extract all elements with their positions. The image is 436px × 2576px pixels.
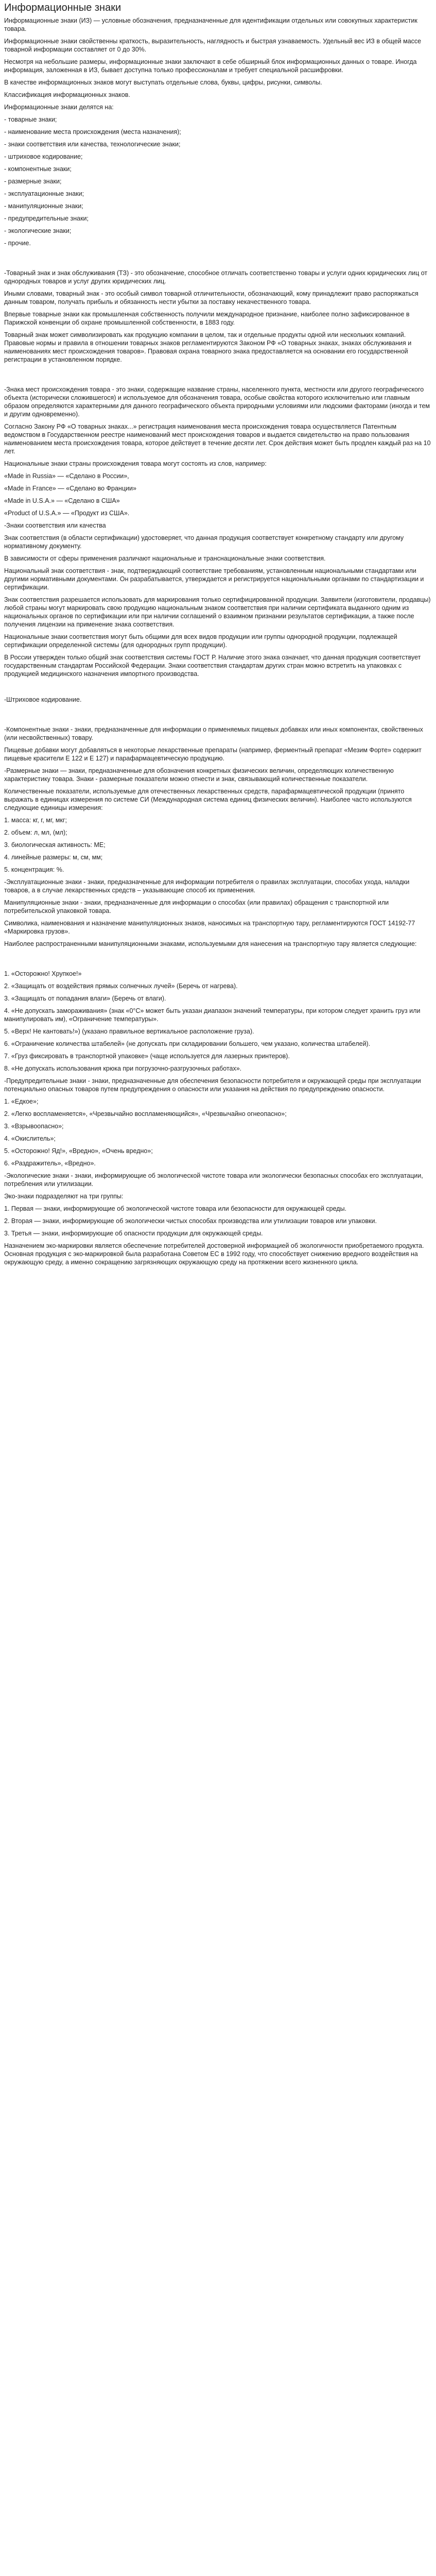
list-item: 4. линейные размеры: м, см, мм; (4, 854, 103, 861)
paragraph: -Экологические знаки - знаки, информирующие об экологической чистоте товара или экологически безопасных способах его эксплуатации, потребления или утилизации. (4, 1172, 423, 1188)
list-item: «Made in Russia» — «Сделано в России», (4, 472, 129, 480)
paragraph: Знак соответствия разрешается использовать для маркирования только сертифицированной продукции. Заявители (изготовители, продавцы) любой страны могут маркировать свою продукцию национальным знаком соответствия при наличии сертификата выданного одним из национальных органов по сертификации или при наличии соглашений о взаимном признании результатов сертификации, а также после получения лицензии на применение знака соответствия. (4, 596, 431, 628)
paragraph: -Знака мест происхождения товара - это знаки, содержащие название страны, населенного пункта, местности или другого географического объекта (исторически сложившегося) и используемое для обозначения товара, особые свойства которого исключительно или главным образом определяются характерными для данного географического объекта природными условиями или людскими факторами (иногда и тем и другим одновременно). (4, 386, 430, 418)
list-item: - знаки соответствия или качества, технологические знаки; (4, 141, 181, 148)
list-item: 2. объем: л, мл, (мл); (4, 829, 67, 836)
paragraph: Количественные показатели, используемые для отечественных лекарственных средств, парафармацевтической продукции (принято выражать в единицах измерения по системе СИ (Международная система единиц физических величин). Наиболее часто используются следующие единицы измерения: (4, 788, 412, 811)
paragraph: Символика, наименования и назначение манипуляционных знаков, наносимых на транспортную тару, регламентируются ГОСТ 14192-77 «Маркировка грузов». (4, 920, 415, 935)
list-item: 3. «Защищать от попадания влаги» (Беречь от влаги). (4, 995, 166, 1002)
list-item: 4. «Не допускать замораживания» (знак «0°С» может быть указан диапазон значений температуры, при котором следует хранить груз или манипулировать им), «Ограничение температуры». (4, 1007, 421, 1023)
paragraph: В России утвержден только общий знак соответствия системы ГОСТ Р. Наличие этого знака означает, что данная продукция соответствует государственным стандартам Российской Федерации. Знаки соответствия стандартам других стран можно встретить на упаковках с продукцией медицинского назначения импортного производства. (4, 654, 421, 677)
spacer (4, 251, 432, 269)
list-item: «Made in France» — «Сделано во Франции» (4, 485, 136, 492)
list-item: 5. концентрация: %. (4, 866, 64, 873)
spacer (4, 708, 432, 725)
document (0, 0, 436, 1276)
list-item: 3. Третья — знаки, информирующие об опасности продукции для окружающей среды. (4, 1230, 263, 1237)
paragraph: -Штриховое кодирование. (4, 696, 82, 703)
list-item: - наименование места происхождения (места назначения); (4, 128, 181, 135)
section-barcoding (4, 696, 432, 704)
section-intro (4, 16, 432, 247)
paragraph: Информационные знаки делятся на: (4, 104, 114, 111)
paragraph: -Размерные знаки — знаки, предназначенные для обозначения конкретных физических величин, определяющих количественную характеристику товара. Знаки - размерные показатели можно отнести и знак, связывающий количественные показатели. (4, 767, 394, 783)
list-item: 2. «Защищать от воздействия прямых солнечных лучей» (Беречь от нагрева). (4, 982, 238, 990)
list-item: 5. «Осторожно! Яд!», «Вредно», «Очень вредно»; (4, 1147, 153, 1155)
list-item: 1. масса: кг, г, мг, мкг; (4, 817, 67, 824)
list-item: - товарные знаки; (4, 116, 57, 123)
list-item: - экологические знаки; (4, 227, 72, 234)
list-item: - размерные знаки; (4, 178, 62, 185)
paragraph: Национальный знак соответствия - знак, подтверждающий соответствие требованиям, установленным национальными стандартами или другими нормативными документами. Он разрабатывается, утверждается и регистрируется национальными органами по стандартизации и сертификации. (4, 567, 424, 591)
list-item: 3. «Взрывоопасно»; (4, 1123, 64, 1130)
list-item: 7. «Груз фиксировать в транспортной упаковке» (чаще используется для лазерных принтеров). (4, 1053, 290, 1060)
section-origin-and-conformity (4, 385, 432, 678)
list-item: 2. «Легко воспламеняется», «Чрезвычайно воспламеняющийся», «Чрезвычайно огнеопасно»; (4, 1110, 287, 1117)
spacer (4, 682, 432, 696)
section-handling-warning-eco (4, 970, 432, 1266)
paragraph: Впервые товарные знаки как промышленная собственность получили международное признание, наиболее полно зафиксированное в Парижской конвенции об охране промышленной собственности, в 1883 году. (4, 311, 410, 326)
paragraph: Согласно Закону РФ «О товарных знаках...» регистрация наименования места происхождения товара осуществляется Патентным ведомством в Государственном реестре наименований мест происхождения товаров и выдается свидетельство на право пользования наименованием места происхождения товара, которое действует в течение десяти лет. Срок действия может быть продлен каждый раз на 10 лет. (4, 423, 431, 455)
paragraph: В качестве информационных знаков могут выступать отдельные слова, буквы, цифры, рисунки, символы. (4, 79, 322, 86)
list-item: - предупредительные знаки; (4, 215, 89, 222)
list-item: 2. Вторая — знаки, информирующие об экологически чистых способах производства или утилизации товаров или упаковки. (4, 1217, 377, 1225)
paragraph: Классификация информационных знаков. (4, 91, 130, 98)
paragraph: Пищевые добавки могут добавляться в некоторые лекарственные препараты (например, ферментный препарат «Мезим Форте» содержит пищевые красители Е 122 и Е 127) и парафармацевтическую продукцию. (4, 747, 422, 762)
spacer (4, 368, 432, 385)
list-item: «Product of U.S.A.» — «Продукт из США». (4, 510, 130, 517)
list-item: 6. «Ограничение количества штабелей» (не допускать при складировании большего, чем указано, количества штабелей). (4, 1040, 371, 1047)
paragraph: -Знаки соответствия или качества (4, 522, 106, 529)
paragraph: Несмотря на небольшие размеры, информационные знаки заключают в себе обширный блок информационных данных о товаре. Иногда информация, заложенная в ИЗ, бывает доступна только профессионалам и требует специальной расшифровки. (4, 58, 417, 74)
list-item: 1. Первая — знаки, информирующие об экологической чистоте товара или безопасности для окружающей среды. (4, 1205, 347, 1212)
paragraph: -Эксплуатационные знаки - знаки, предназначенные для информации потребителя о правилах эксплуатации, способах ухода, наладки товаров, а в случае лекарственных средств – указывающие способ их применения. (4, 878, 410, 894)
paragraph: -Товарный знак и знак обслуживания (ТЗ) - это обозначение, способное отличать соответственно товары и услуги одних юридических лиц от однородных товаров и услуг других юридических лиц. (4, 269, 428, 285)
paragraph: -Предупредительные знаки - знаки, предназначенные для обеспечения безопасности потребителя и окружающей среды при эксплуатации потенциально опасных товаров путем предупреждения о опасности или указания на действия по предупреждению опасности. (4, 1077, 421, 1093)
paragraph: Эко-знаки подразделяют на три группы: (4, 1193, 124, 1200)
paragraph: -Компонентные знаки - знаки, предназначенные для информации о применяемых пищевых добавках или иных компонентах, свойственных (или несвойственных) товару. (4, 726, 423, 741)
section-trademarks (4, 269, 432, 364)
list-item: 4. «Окислитель»; (4, 1135, 56, 1142)
list-item: 6. «Раздражитель», «Вредно». (4, 1160, 96, 1167)
list-item: 5. «Верх! Не кантовать!») (указано правильное вертикальное расположение груза). (4, 1028, 254, 1035)
paragraph: Назначением эко-маркировки является обеспечение потребителей достоверной информацией об экологичности приобретаемого продукта. Основная продукция с эко-маркировкой была разработана Советом ЕС в 1992 году, что способствует снижению вредного воздействия на окружающую среду, а именно сокращению загрязняющих окружающую среду на протяжении всего жизненного цикла. (4, 1242, 424, 1266)
paragraph: Иными словами, товарный знак - это особый символ товарной отличительности, обозначающий, кому принадлежит право распоряжаться данным товаром, получать прибыль и обязанность нести убытки за поставку некачественного товара. (4, 290, 418, 306)
list-item: - компонентные знаки; (4, 165, 72, 173)
paragraph: Национальные знаки страны происхождения товара могут состоять из слов, например: (4, 460, 267, 467)
list-item: - манипуляционные знаки; (4, 202, 83, 210)
paragraph: Национальные знаки соответствия могут быть общими для всех видов продукции или группы однородной продукции, подлежащей сертификации определенной системы (для однородных групп продукции). (4, 633, 397, 649)
list-item: - прочие. (4, 240, 31, 247)
list-item: - эксплуатационные знаки; (4, 190, 84, 197)
paragraph: Манипуляционные знаки - знаки, предназначенные для информации о способах (или правилах) обращения с транспортной или потребительской упаковкой товара. (4, 899, 389, 914)
paragraph: Информационные знаки (ИЗ) — условные обозначения, предназначенные для идентификации отдельных или совокупных характеристик товара. (4, 17, 417, 32)
list-item: 3. биологическая активность: МЕ; (4, 841, 106, 849)
paragraph: В зависимости от сферы применения различают национальные и транснациональные знаки соответствия. (4, 555, 326, 562)
section-component-and-size (4, 725, 432, 948)
spacer (4, 952, 432, 970)
paragraph: Информационные знаки свойственны краткость, выразительность, наглядность и быстрая узнаваемость. Удельный вес ИЗ в общей массе товарной информации составляет от 0 до 30%. (4, 38, 422, 53)
list-item: 1. «Едкое»; (4, 1098, 39, 1105)
page-title: Информационные знаки (4, 2, 121, 13)
list-item: - штриховое кодирование; (4, 153, 83, 160)
list-item: 8. «Не допускать использования крюка при погрузочно-разгрузочных работах». (4, 1065, 242, 1072)
paragraph: Наиболее распространенными манипуляционными знаками, используемыми для нанесения на транспортную тару является следующие: (4, 940, 417, 947)
paragraph: Товарный знак может символизировать как продукцию компании в целом, так и отдельные продукты одной или нескольких компаний. Правовые нормы и правила в отношении товарных знаков регламентируются Законом РФ «О товарных знаках, знаках обслуживания и наименованиях мест происхождения товаров». Правовая охрана товарного знака предоставляется на основании его государственной регистрации в установленном порядке. (4, 331, 412, 363)
paragraph: Знак соответствия (в области сертификации) удостоверяет, что данная продукция соответствует конкретному стандарту или другому нормативному документу. (4, 534, 404, 550)
list-item: «Made in U.S.A.» — «Сделано в США» (4, 497, 120, 504)
list-item: 1. «Осторожно! Хрупкое!» (4, 970, 82, 977)
